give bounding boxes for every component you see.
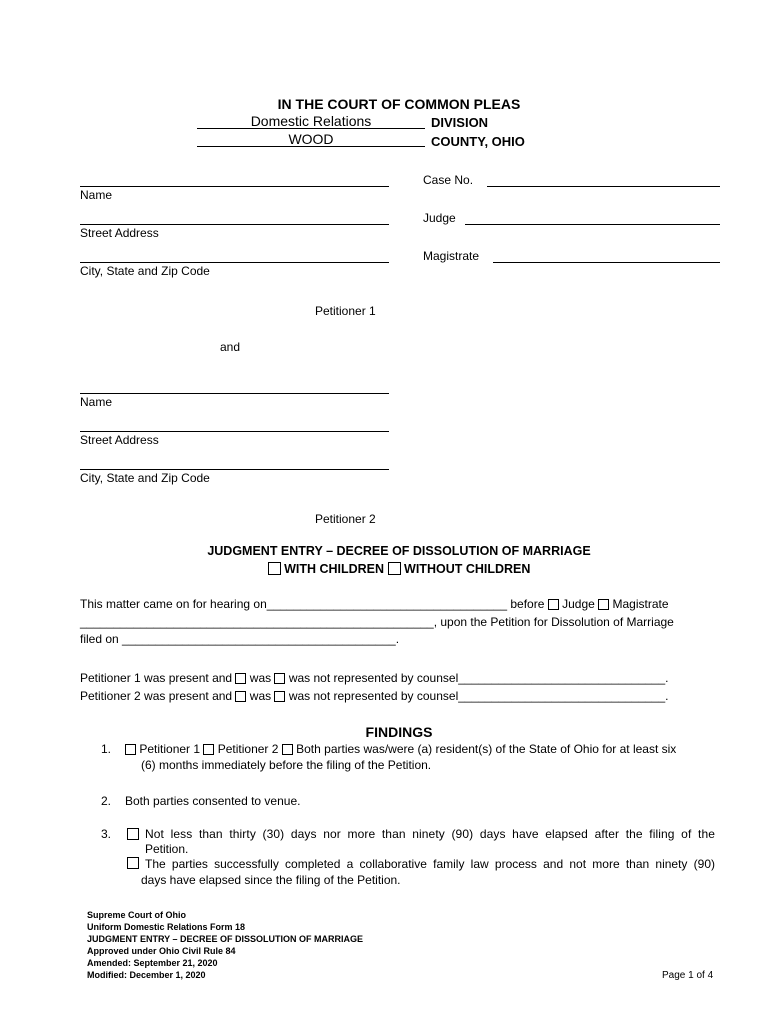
finding-3-opt2-text-2: days have elapsed since the filing of the Petition. [141,873,401,887]
before-text: before [510,597,545,611]
p1-city-label: City, State and Zip Code [80,264,210,278]
magistrate-label: Magistrate [423,249,480,263]
finding-1-p2-checkbox[interactable] [203,744,214,755]
finding-1-number: 1. [101,742,112,756]
finding-3-number: 3. [101,827,112,841]
case-no-label: Case No. [423,173,474,187]
finding-1-both-checkbox[interactable] [282,744,293,755]
with-children-checkbox[interactable] [268,562,281,575]
p2-was-checkbox[interactable] [235,691,246,702]
footer-approved: Approved under Ohio Civil Rule 84 [87,946,236,956]
finding-1-p1-checkbox[interactable] [125,744,136,755]
finding-1-p1-label: Petitioner 1 [139,742,201,756]
petitioner1-role: Petitioner 1 [315,304,376,318]
p2-street-field[interactable] [80,431,389,432]
petition-text: , upon the Petition for Dissolution of Marriage [433,615,674,629]
p2-name-label: Name [80,395,113,409]
judge-label: Judge [423,211,456,225]
p2-city-label: City, State and Zip Code [80,471,210,485]
page-number: Page 1 of 4 [662,970,714,981]
finding-3-opt1-text: Not less than thirty (30) days nor more than ninety (90) days have elapsed after the filing of the [145,827,715,841]
p2-street-label: Street Address [80,433,159,447]
with-children-label: WITH CHILDREN [284,562,385,576]
finding-3-opt2-checkbox[interactable] [127,857,139,869]
filed-on-text: filed on [80,632,119,646]
p2-counsel-field[interactable]: _______________________________ [458,689,666,703]
county-label: COUNTY, OHIO [431,134,525,149]
findings-heading: FINDINGS [365,724,433,740]
footer-amended: Amended: September 21, 2020 [87,958,218,968]
p1-street-label: Street Address [80,226,159,240]
petitioner2-role: Petitioner 2 [315,512,376,526]
county-value[interactable]: WOOD [288,131,334,147]
p1-name-label: Name [80,188,113,202]
finding-3-opt2-text: The parties successfully completed a collaborative family law process and not more than ninety (90) [145,857,715,871]
p1-city-field[interactable] [80,262,389,263]
p2-name-field[interactable] [80,393,389,394]
p1-street-field[interactable] [80,224,389,225]
footer-court: Supreme Court of Ohio [87,910,186,920]
p1-name-field[interactable] [80,186,389,187]
p2-was-label: was [249,689,272,703]
finding-1-p2-label: Petitioner 2 [217,742,279,756]
p1-counsel-field[interactable]: _______________________________ [458,671,666,685]
and-text: and [220,340,241,354]
division-value[interactable]: Domestic Relations [250,113,372,129]
p2-was-not-checkbox[interactable] [274,691,285,702]
hearing-line-1 [80,597,669,611]
p1-was-checkbox[interactable] [235,673,246,684]
hearing-line-3 [80,632,399,646]
judge-checkbox[interactable] [548,599,559,610]
magistrate-field[interactable] [493,262,720,263]
case-no-field[interactable] [487,186,720,187]
footer-title: JUDGMENT ENTRY – DECREE OF DISSOLUTION OF MARRIAGE [87,934,364,944]
p1-was-not-checkbox[interactable] [274,673,285,684]
period: . [665,671,669,685]
p1-presence-text: Petitioner 1 was present and [80,671,233,685]
finding-1-text-2: (6) months immediately before the filing of the Petition. [141,758,432,772]
hearing-intro: This matter came on for hearing on [80,597,267,611]
footer-modified: Modified: December 1, 2020 [87,970,206,980]
hearing-date-field[interactable]: ____________________________________ [266,597,508,611]
finding-2-text: Both parties consented to venue. [125,794,301,808]
period: . [665,689,669,703]
without-children-checkbox[interactable] [388,562,401,575]
p2-not-represented-label: was not represented by counsel [288,689,459,703]
document-title: JUDGMENT ENTRY – DECREE OF DISSOLUTION OF MARRIAGE [207,544,591,558]
filed-on-field[interactable]: _________________________________________ [122,632,396,646]
court-title: IN THE COURT OF COMMON PLEAS [277,96,521,112]
finding-1-line [125,742,676,756]
judge-field[interactable] [465,224,720,225]
magistrate-option-label: Magistrate [612,597,669,611]
p2-presence-text: Petitioner 2 was present and [80,689,233,703]
finding-3-opt1-checkbox[interactable] [127,828,139,840]
p1-presence-line [80,671,668,685]
division-label: DIVISION [431,115,489,130]
finding-1-text: Both parties was/were (a) resident(s) of the State of Ohio for at least six [296,742,677,756]
p2-city-field[interactable] [80,469,389,470]
hearing-officer-field[interactable]: _____________________________________________________ [80,615,434,629]
children-options [0,562,770,576]
magistrate-checkbox[interactable] [598,599,609,610]
judge-option-label: Judge [562,597,595,611]
footer-form: Uniform Domestic Relations Form 18 [87,922,246,932]
without-children-label: WITHOUT CHILDREN [404,562,531,576]
finding-2-number: 2. [101,794,112,808]
finding-3-opt1-text-2: Petition. [145,842,189,856]
p2-presence-line [80,689,668,703]
p1-not-represented-label: was not represented by counsel [288,671,459,685]
hearing-line-2 [80,615,674,629]
period: . [395,632,400,646]
p1-was-label: was [249,671,272,685]
